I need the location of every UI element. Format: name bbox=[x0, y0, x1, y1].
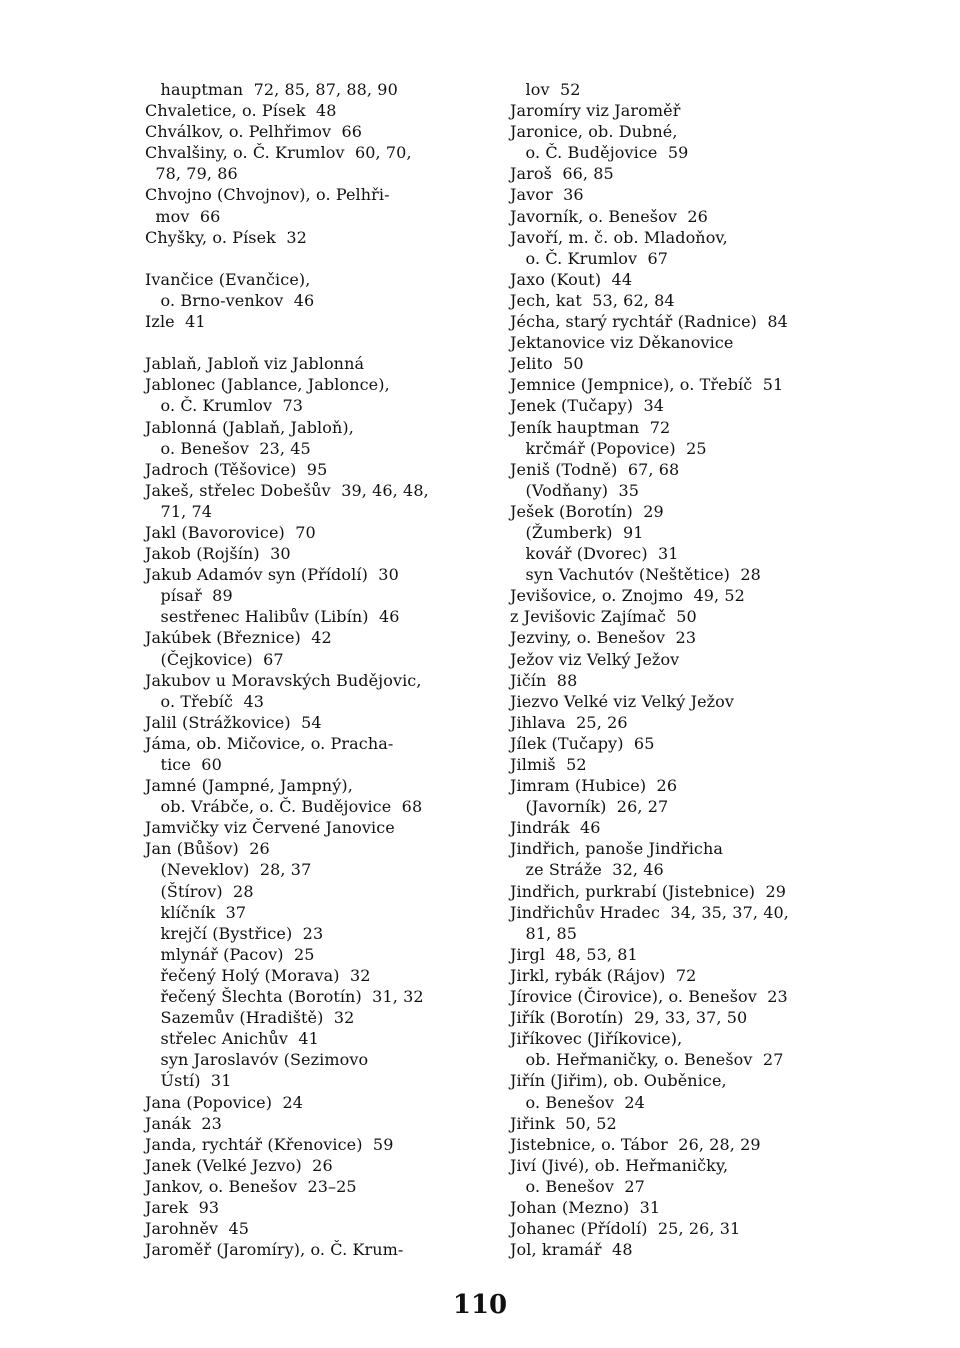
index-entry: Jílek (Tučapy) 65 bbox=[510, 733, 655, 753]
index-entry: 81, 85 bbox=[510, 923, 578, 943]
index-entry: Jilmiš 52 bbox=[510, 755, 587, 774]
index-entry bbox=[145, 248, 463, 269]
index-entry: řečený Holý (Morava) 32 bbox=[145, 965, 371, 985]
index-entry: Janák 23 bbox=[145, 1113, 222, 1133]
index-entry: (Javorník) 26, 27 bbox=[510, 797, 669, 817]
index-entry: Chyšky, o. Písek 32 bbox=[145, 227, 307, 247]
index-entry: 71, 74 bbox=[145, 501, 213, 521]
index-entry: Jemnice (Jempnice), o. Třebíč 51 bbox=[510, 375, 784, 395]
index-entry: Jécha, starý rychtář (Radnice) 84 bbox=[510, 312, 788, 332]
index-column-right bbox=[510, 79, 822, 1260]
index-entry: Ježov viz Velký Ježov bbox=[510, 649, 680, 669]
index-entry: Jindrák 46 bbox=[510, 818, 601, 838]
index-entry: (Žumberk) 91 bbox=[510, 522, 644, 542]
index-entry: syn Jaroslavóv (Sezimovo bbox=[145, 1050, 369, 1070]
index-entry: Jamné (Jampné, Jampný), bbox=[145, 776, 353, 796]
index-entry: Jáma, ob. Mičovice, o. Pracha- bbox=[145, 733, 394, 753]
index-entry: Janda, rychtář (Křenovice) 59 bbox=[145, 1134, 394, 1154]
index-entry: Jaroměř (Jaromíry), o. Č. Krum- bbox=[145, 1240, 404, 1260]
index-entry: o. Č. Krumlov 73 bbox=[145, 396, 304, 416]
index-entry: lov 52 bbox=[510, 80, 581, 99]
index-entry: Ješek (Borotín) 29 bbox=[510, 501, 664, 521]
index-entry: tice 60 bbox=[145, 755, 222, 774]
index-entry: Jakl (Bavorovice) 70 bbox=[145, 522, 316, 542]
index-entry: Jektanovice viz Děkanovice bbox=[510, 333, 734, 353]
index-entry: Jiřink 50, 52 bbox=[510, 1113, 617, 1133]
index-entry: střelec Anichův 41 bbox=[145, 1029, 319, 1049]
index-entry: Jan (Bůšov) 26 bbox=[145, 839, 270, 859]
index-entry: Jenek (Tučapy) 34 bbox=[510, 396, 665, 416]
index-entry: Jalil (Strážkovice) 54 bbox=[145, 712, 322, 732]
index-entry: (Neveklov) 28, 37 bbox=[145, 860, 312, 880]
index-entry: Jiví (Jivé), ob. Heřmaničky, bbox=[510, 1155, 729, 1175]
index-entry: (Vodňany) 35 bbox=[510, 480, 640, 500]
index-entry: Jimram (Hubice) 26 bbox=[510, 776, 678, 796]
index-entry: Jindřichův Hradec 34, 35, 37, 40, bbox=[510, 902, 789, 922]
index-entry: Jezviny, o. Benešov 23 bbox=[510, 628, 697, 648]
index-entry: Chvaletice, o. Písek 48 bbox=[145, 101, 337, 121]
index-entry: 78, 79, 86 bbox=[145, 164, 238, 184]
index-entry: z Jevišovic Zajímač 50 bbox=[510, 607, 697, 627]
index-entry: o. Č. Budějovice 59 bbox=[510, 143, 689, 163]
index-entry: Javor 36 bbox=[510, 185, 584, 205]
page-number: 110 bbox=[452, 1290, 508, 1320]
index-entry: Jindřich, panoše Jindřicha bbox=[510, 839, 724, 859]
index-entry: Jiřík (Borotín) 29, 33, 37, 50 bbox=[510, 1008, 748, 1028]
index-entry: (Štírov) 28 bbox=[145, 881, 254, 901]
index-entry: Javorník, o. Benešov 26 bbox=[510, 206, 708, 226]
index-entry: Jindřich, purkrabí (Jistebnice) 29 bbox=[510, 881, 787, 901]
index-entry: ob. Heřmaničky, o. Benešov 27 bbox=[510, 1050, 784, 1070]
index-entry: o. Brno-venkov 46 bbox=[145, 290, 315, 310]
index-entry: Jeník hauptman 72 bbox=[510, 417, 671, 437]
index-entry: Chválkov, o. Pelhřimov 66 bbox=[145, 122, 363, 142]
index-entry: Chvalšiny, o. Č. Krumlov 60, 70, bbox=[145, 143, 412, 163]
index-entry: Jakeš, střelec Dobešův 39, 46, 48, bbox=[145, 480, 429, 500]
index-entry: Jadroch (Těšovice) 95 bbox=[145, 459, 328, 479]
index-entry: Jablaň, Jabloň viz Jablonná bbox=[145, 354, 365, 374]
index-entry: Jol, kramář 48 bbox=[510, 1240, 633, 1260]
index-entry: Janek (Velké Jezvo) 26 bbox=[145, 1155, 333, 1175]
index-entry: Jech, kat 53, 62, 84 bbox=[510, 290, 675, 310]
index-entry: Jiezvo Velké viz Velký Ježov bbox=[510, 691, 735, 711]
index-entry: Jičín 88 bbox=[510, 670, 578, 690]
index-entry: Jablonec (Jablance, Jablonce), bbox=[145, 375, 390, 395]
index-entry: Jaromíry viz Jaroměř bbox=[510, 101, 681, 121]
index-entry: Jelito 50 bbox=[510, 354, 584, 374]
index-entry: Jamvičky viz Červené Janovice bbox=[145, 818, 395, 838]
index-entry: řečený Šlechta (Borotín) 31, 32 bbox=[145, 987, 424, 1007]
index-entry: o. Č. Krumlov 67 bbox=[510, 248, 669, 268]
index-entry: Jarek 93 bbox=[145, 1197, 220, 1217]
index-entry: Sazemův (Hradiště) 32 bbox=[145, 1008, 355, 1028]
index-entry: Jirgl 48, 53, 81 bbox=[510, 944, 638, 964]
index-entry: Jakob (Rojšín) 30 bbox=[145, 544, 291, 564]
index-entry: Jevišovice, o. Znojmo 49, 52 bbox=[510, 586, 745, 606]
index-entry: klíčník 37 bbox=[145, 902, 247, 922]
index-column-left bbox=[145, 79, 463, 1260]
index-entry: Jakúbek (Březnice) 42 bbox=[145, 628, 332, 648]
index-entry: Ivančice (Evančice), bbox=[145, 269, 311, 289]
index-entry: Jaroš 66, 85 bbox=[510, 164, 614, 184]
index-entry: Jistebnice, o. Tábor 26, 28, 29 bbox=[510, 1134, 761, 1154]
index-entry: Jankov, o. Benešov 23–25 bbox=[145, 1176, 357, 1196]
index-entry bbox=[145, 332, 463, 353]
index-entry: Johanec (Přídolí) 25, 26, 31 bbox=[510, 1219, 741, 1239]
index-entry: Jakub Adamóv syn (Přídolí) 30 bbox=[145, 565, 399, 585]
index-entry: mlynář (Pacov) 25 bbox=[145, 944, 315, 964]
index-entry: Jaronice, ob. Dubné, bbox=[510, 122, 678, 142]
index-entry: sestřenec Halibův (Libín) 46 bbox=[145, 607, 400, 627]
index-entry: Izle 41 bbox=[145, 312, 206, 332]
index-entry: o. Benešov 27 bbox=[510, 1176, 645, 1196]
index-entry: o. Benešov 24 bbox=[510, 1092, 645, 1112]
index-entry: krčmář (Popovice) 25 bbox=[510, 438, 707, 458]
index-entry: (Čejkovice) 67 bbox=[145, 649, 284, 669]
index-entry: o. Třebíč 43 bbox=[145, 691, 265, 711]
index-entry: Jiřín (Jiřim), ob. Ouběnice, bbox=[510, 1071, 727, 1091]
index-entry: Jana (Popovice) 24 bbox=[145, 1092, 304, 1112]
index-entry: krejčí (Bystřice) 23 bbox=[145, 923, 324, 943]
index-entry: Jihlava 25, 26 bbox=[510, 712, 628, 732]
index-entry: hauptman 72, 85, 87, 88, 90 bbox=[145, 80, 398, 99]
index-entry: Jeniš (Todně) 67, 68 bbox=[510, 459, 680, 479]
index-entry: Johan (Mezno) 31 bbox=[510, 1197, 661, 1217]
index-entry: Jarohněv 45 bbox=[145, 1219, 250, 1239]
index-entry: ob. Vrábče, o. Č. Budějovice 68 bbox=[145, 797, 423, 817]
index-entry: Jablonná (Jablaň, Jabloň), bbox=[145, 417, 354, 437]
index-entry: písař 89 bbox=[145, 586, 233, 606]
index-entry: Jirkl, rybák (Rájov) 72 bbox=[510, 965, 697, 985]
index-entry: o. Benešov 23, 45 bbox=[145, 438, 311, 458]
index-entry: ze Stráže 32, 46 bbox=[510, 860, 664, 880]
index-entry: Chvojno (Chvojnov), o. Pelhři- bbox=[145, 185, 390, 205]
index-entry: Ústí) 31 bbox=[145, 1071, 232, 1091]
index-entry: syn Vachutóv (Neštětice) 28 bbox=[510, 565, 761, 585]
index-entry: Jiříkovec (Jiříkovice), bbox=[510, 1029, 683, 1049]
index-entry: kovář (Dvorec) 31 bbox=[510, 544, 679, 564]
index-entry: Javoří, m. č. ob. Mladoňov, bbox=[510, 227, 728, 247]
index-entry: Jakubov u Moravských Budějovic, bbox=[145, 670, 422, 690]
index-entry: Jaxo (Kout) 44 bbox=[510, 269, 633, 289]
index-entry: mov 66 bbox=[145, 206, 221, 226]
index-entry: Jírovice (Čirovice), o. Benešov 23 bbox=[510, 987, 788, 1007]
